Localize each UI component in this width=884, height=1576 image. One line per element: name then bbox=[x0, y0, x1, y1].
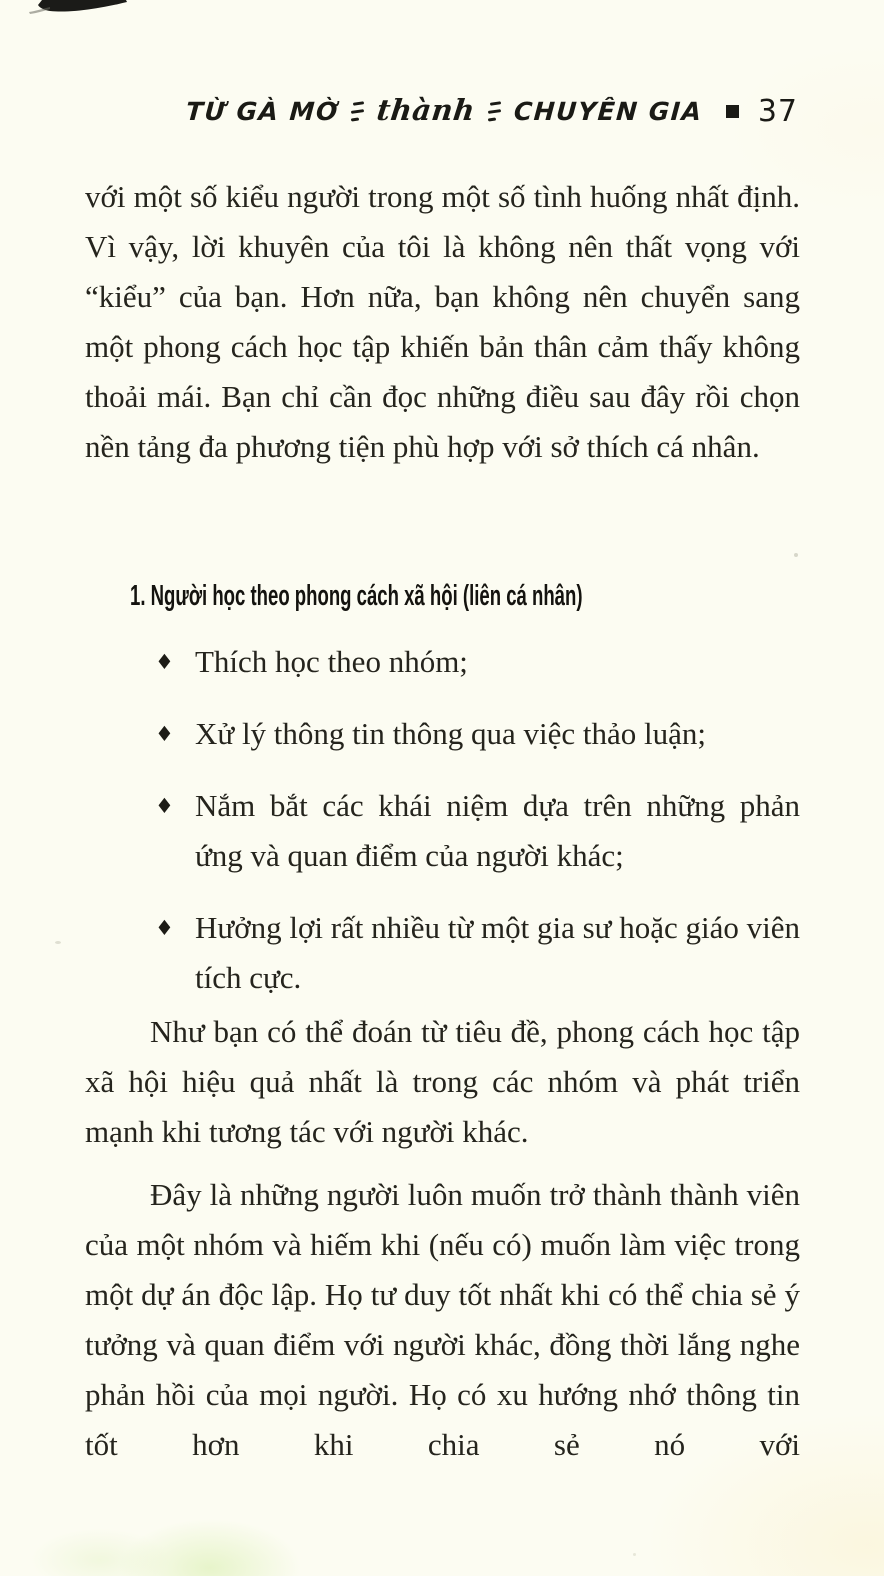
dash-decoration-icon bbox=[488, 102, 501, 121]
list-item-text: Hưởng lợi rất nhiều từ một gia sư hoặc giáo viên tích cực. bbox=[195, 910, 800, 995]
dash-decoration-icon bbox=[351, 102, 364, 121]
header-title-part2: CHUYÊN GIA bbox=[513, 97, 704, 126]
diamond-bullet-icon: ♦ bbox=[155, 650, 174, 674]
scan-speck bbox=[55, 941, 61, 944]
paragraph: Đây là những người luôn muốn trở thành thành viên của một nhóm và hiếm khi (nếu có) muốn làm việc trong một dự án độc lập. Họ tư duy tốt nhất khi có thể chia sẻ ý tưởng và quan điểm với người khác, đồng thời lắng nghe phản hồi của mọi người. Họ có xu hướng nhớ thông tin tốt hơn khi chia sẻ nó với bbox=[85, 1177, 800, 1462]
section-heading-text: 1. Người học theo phong cách xã hội (liên cá nhân) bbox=[130, 580, 583, 612]
list-item bbox=[85, 637, 800, 687]
list-item-text: Nắm bắt các khái niệm dựa trên những phản ứng và quan điểm của người khác; bbox=[195, 788, 800, 873]
diamond-bullet-icon: ♦ bbox=[155, 794, 174, 818]
page-header bbox=[186, 94, 798, 129]
list-item bbox=[85, 709, 800, 759]
diamond-bullet-icon: ♦ bbox=[155, 722, 174, 746]
list-item-text: Thích học theo nhóm; bbox=[195, 644, 468, 679]
list-item bbox=[85, 903, 800, 1003]
paragraph: Như bạn có thể đoán từ tiêu đề, phong cách học tập xã hội hiệu quả nhất là trong các nhóm và phát triển mạnh khi tương tác với người khác. bbox=[85, 1014, 800, 1149]
square-bullet-icon bbox=[726, 105, 739, 118]
bullet-list bbox=[85, 637, 800, 1025]
paragraph: với một số kiểu người trong một số tình huống nhất định. Vì vậy, lời khuyên của tôi là không nên thất vọng với “kiểu” của bạn. Hơn nữa, bạn không nên chuyển sang một phong cách học tập khiến bản thân cảm thấy không thoải mái. Bạn chỉ cần đọc những điều sau đây rồi chọn nền tảng đa phương tiện phù hợp với sở thích cá nhân. bbox=[85, 179, 800, 464]
diamond-bullet-icon: ♦ bbox=[155, 916, 174, 940]
scan-speck bbox=[794, 553, 798, 557]
list-item bbox=[85, 781, 800, 881]
page-number: 37 bbox=[757, 94, 798, 129]
corner-mark-icon bbox=[28, 0, 132, 16]
section-heading bbox=[130, 575, 837, 617]
list-item-text: Xử lý thông tin thông qua việc thảo luận; bbox=[195, 716, 707, 751]
header-title-script: thành bbox=[375, 92, 478, 127]
header-title-part1: TỪ GÀ MỜ bbox=[184, 97, 340, 126]
scan-speck bbox=[633, 1553, 636, 1556]
